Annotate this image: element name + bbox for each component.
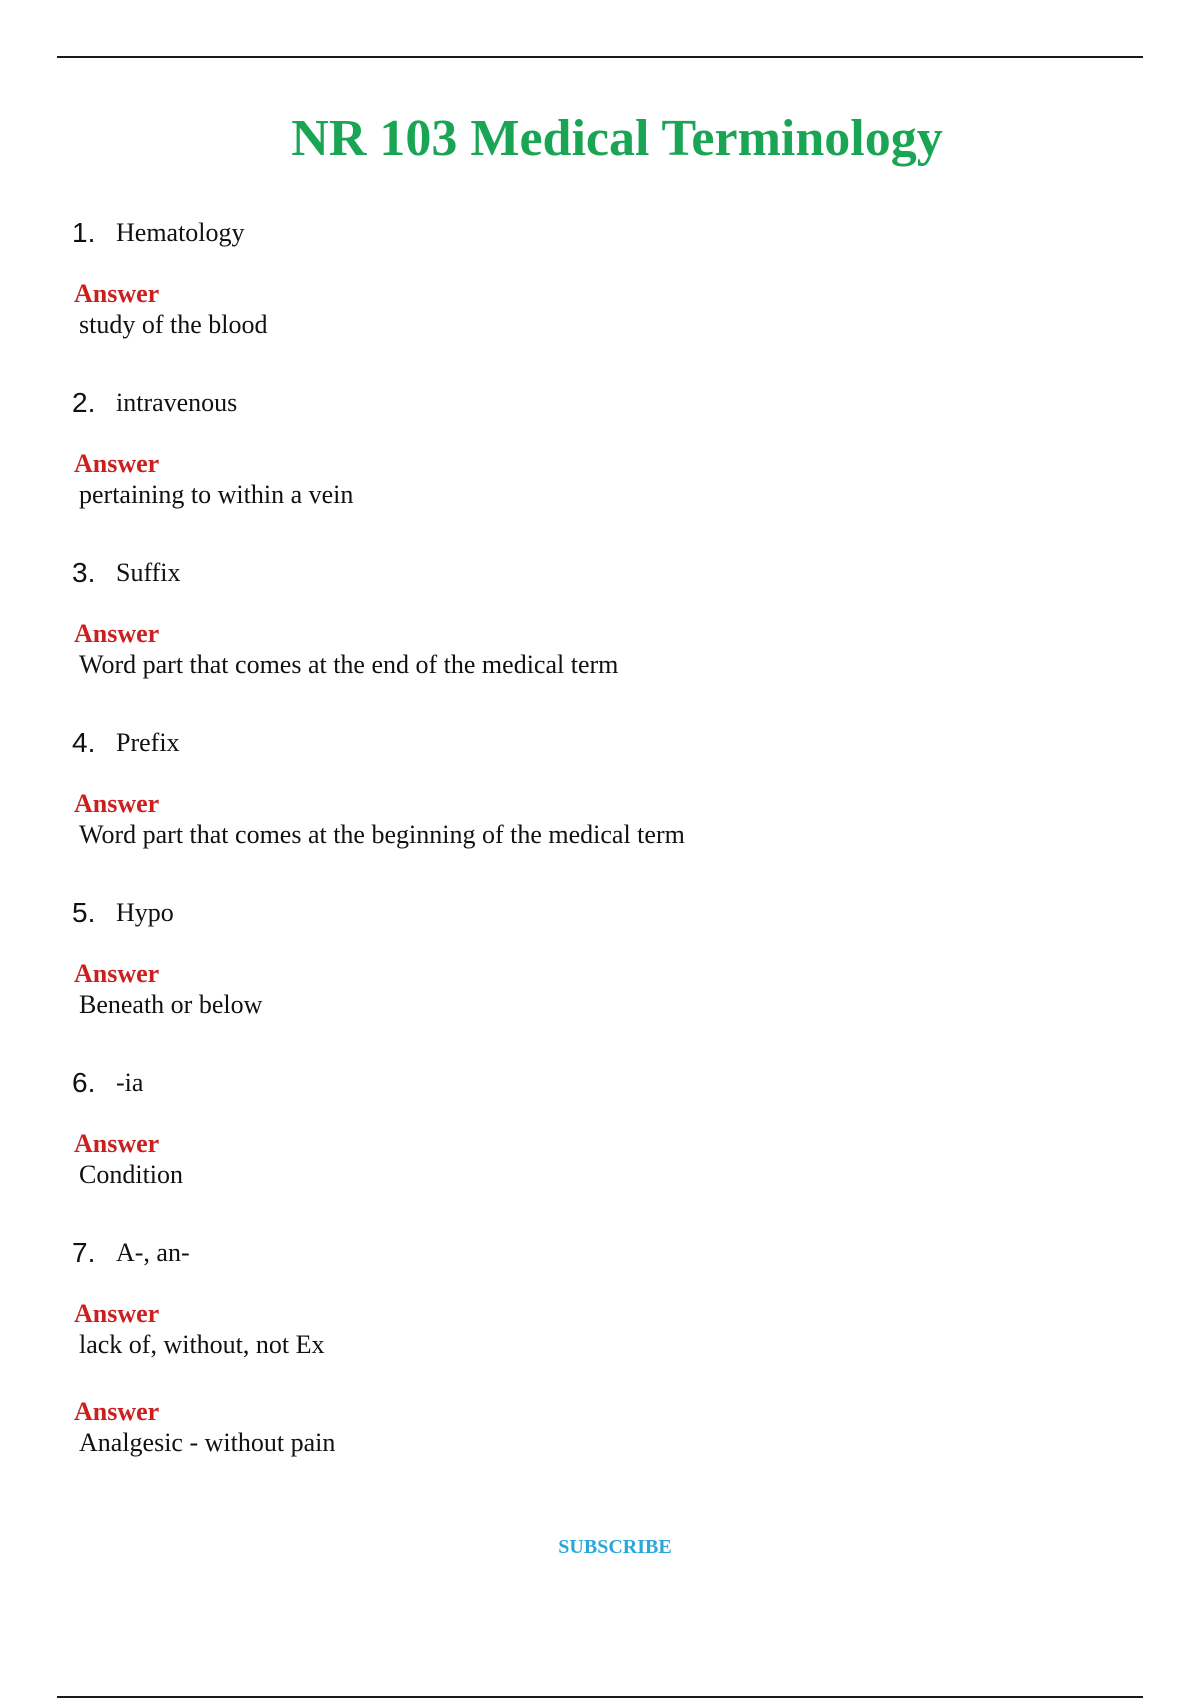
question-row	[72, 216, 245, 250]
question-number: 2.	[72, 387, 96, 418]
answer-text: study of the blood	[79, 310, 268, 339]
question-row	[72, 386, 237, 420]
answer-label: Answer	[74, 789, 160, 818]
question-row	[72, 896, 174, 930]
question-term: intravenous	[116, 388, 238, 417]
answer-label: Answer	[74, 1129, 160, 1158]
answer-label: Answer	[74, 449, 160, 478]
question-number: 4.	[72, 727, 96, 758]
question-term: -ia	[116, 1068, 144, 1097]
question-row	[72, 1236, 190, 1270]
answer-text: Beneath or below	[79, 990, 263, 1019]
question-number: 1.	[72, 217, 96, 248]
answer-label: Answer	[74, 1397, 160, 1426]
question-row	[72, 1066, 143, 1100]
answer-text: pertaining to within a vein	[79, 480, 354, 509]
answer-text: Word part that comes at the end of the medical term	[79, 650, 619, 679]
answer-label: Answer	[74, 279, 160, 308]
question-number: 7.	[72, 1237, 96, 1268]
answer-label: Answer	[74, 959, 160, 988]
question-term: Hematology	[116, 218, 245, 247]
question-number: 6.	[72, 1067, 96, 1098]
question-row	[72, 726, 180, 760]
question-term: Suffix	[116, 558, 181, 587]
question-term: Hypo	[116, 898, 174, 927]
answer-text: Word part that comes at the beginning of the medical term	[79, 820, 685, 849]
question-row	[72, 556, 181, 590]
subscribe-link[interactable]: SUBSCRIBE	[558, 1536, 672, 1558]
question-number: 3.	[72, 557, 96, 588]
question-term: Prefix	[116, 728, 180, 757]
question-term: A-, an-	[116, 1238, 190, 1267]
question-number: 5.	[72, 897, 96, 928]
answer-text: lack of, without, not Ex	[79, 1330, 325, 1359]
answer-text: Condition	[79, 1160, 184, 1189]
top-rule	[57, 56, 1143, 58]
page-title: NR 103 Medical Terminology	[291, 109, 943, 167]
answer-text: Analgesic - without pain	[79, 1428, 336, 1457]
answer-label: Answer	[74, 1299, 160, 1328]
bottom-rule	[57, 1696, 1143, 1698]
answer-label: Answer	[74, 619, 160, 648]
